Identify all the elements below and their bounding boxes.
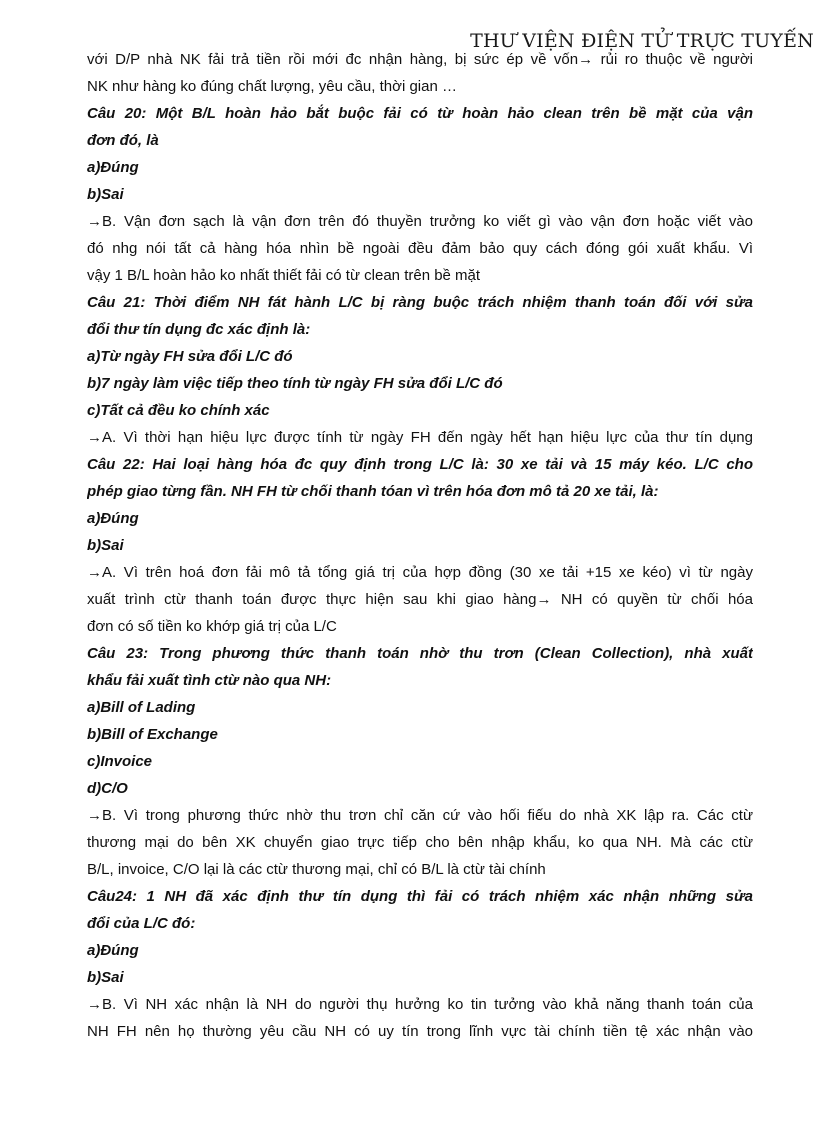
question-line: Câu 20: Một B/L hoàn hảo bắt buộc fải có từ hoàn hảo clean trên bề mặt của vận [87,105,753,122]
text-line: →B. Vì trong phương thức nhờ thu trơn chỉ căn cứ vào hối fiếu do nhà XK lập ra. Các ctừ [87,807,753,824]
question-line: phép giao từng fần. NH FH từ chối thanh tóan vì trên hóa đơn mô tả 20 xe tải, là: [87,483,659,500]
text-line: xuất trình ctừ thanh toán được thực hiện sau khi giao hàng→ NH có quyền từ chối hóa [87,591,753,608]
question-line: a)Bill of Lading [87,699,196,716]
text-line: đó nhg nói tất cả hàng hóa nhìn bề ngoài đều đảm bảo quy cách đóng gói xuất khẩu. Vì [87,240,753,257]
question-line: c)Invoice [87,753,153,770]
document-body [87,46,753,1045]
question-line: a)Đúng [87,510,139,527]
question-line: Câu 21: Thời điểm NH fát hành L/C bị ràng buộc trách nhiệm thanh toán đối với sửa [87,294,753,311]
text-line: vậy 1 B/L hoàn hảo ko nhất thiết fải có từ clean trên bề mặt [87,267,481,284]
question-line: b)Sai [87,186,124,203]
question-line: Câu24: 1 NH đã xác định thư tín dụng thì fải có trách nhiệm xác nhận những sửa [87,888,753,905]
question-line: c)Tất cả đều ko chính xác [87,402,270,419]
question-line: khẩu fải xuất tình ctừ nào qua NH: [87,672,332,689]
text-line: thương mại do bên XK chuyển giao trực tiếp cho bên nhập khẩu, ko qua NH. Mà các ctừ [87,834,753,851]
watermark: THƯ VIỆN ĐIỆN TỬ TRỰC TUYẾN [470,30,814,52]
text-line: B/L, invoice, C/O lại là các ctừ thương mại, chỉ có B/L là ctừ tài chính [87,861,546,878]
text-line: →A. Vì trên hoá đơn fải mô tả tổng giá trị của hợp đồng (30 xe tải +15 xe kéo) vì từ ngày [87,564,753,581]
question-line: Câu 23: Trong phương thức thanh toán nhờ thu trơn (Clean Collection), nhà xuất [87,645,753,662]
text-line: NK như hàng ko đúng chất lượng, yêu cầu, thời gian … [87,78,457,95]
text-line: →B. Vì NH xác nhận là NH do người thụ hưởng ko tin tưởng vào khả năng thanh toán của [87,996,753,1013]
text-line: →B. Vận đơn sạch là vận đơn trên đó thuyền trưởng ko viết gì vào vận đơn hoặc viết vào [87,213,753,230]
text-line: đơn có số tiền ko khớp giá trị của L/C [87,618,337,635]
text-line: →A. Vì thời hạn hiệu lực được tính từ ngày FH đến ngày hết hạn hiệu lực của thư tín dụng [87,429,753,446]
question-line: b)Sai [87,537,124,554]
question-line: d)C/O [87,780,128,797]
question-line: b)Bill of Exchange [87,726,218,743]
question-line: b)Sai [87,969,124,986]
question-line: Câu 22: Hai loại hàng hóa đc quy định trong L/C là: 30 xe tải và 15 máy kéo. L/C cho [87,456,753,473]
question-line: đơn đó, là [87,132,159,149]
question-line: a)Từ ngày FH sửa đổi L/C đó [87,348,293,365]
text-line: NH FH nên họ thường yêu cầu NH có uy tín trong lĩnh vực tài chính tiền tệ xác nhận vào [87,1023,753,1040]
question-line: b)7 ngày làm việc tiếp theo tính từ ngày FH sửa đổi L/C đó [87,375,503,392]
question-line: đổi thư tín dụng đc xác định là: [87,321,311,338]
question-line: đổi của L/C đó: [87,915,196,932]
text-line: với D/P nhà NK fải trả tiền rồi mới đc nhận hàng, bị sức ép về vốn→ rủi ro thuộc về người [87,51,753,68]
question-line: a)Đúng [87,159,139,176]
question-line: a)Đúng [87,942,139,959]
